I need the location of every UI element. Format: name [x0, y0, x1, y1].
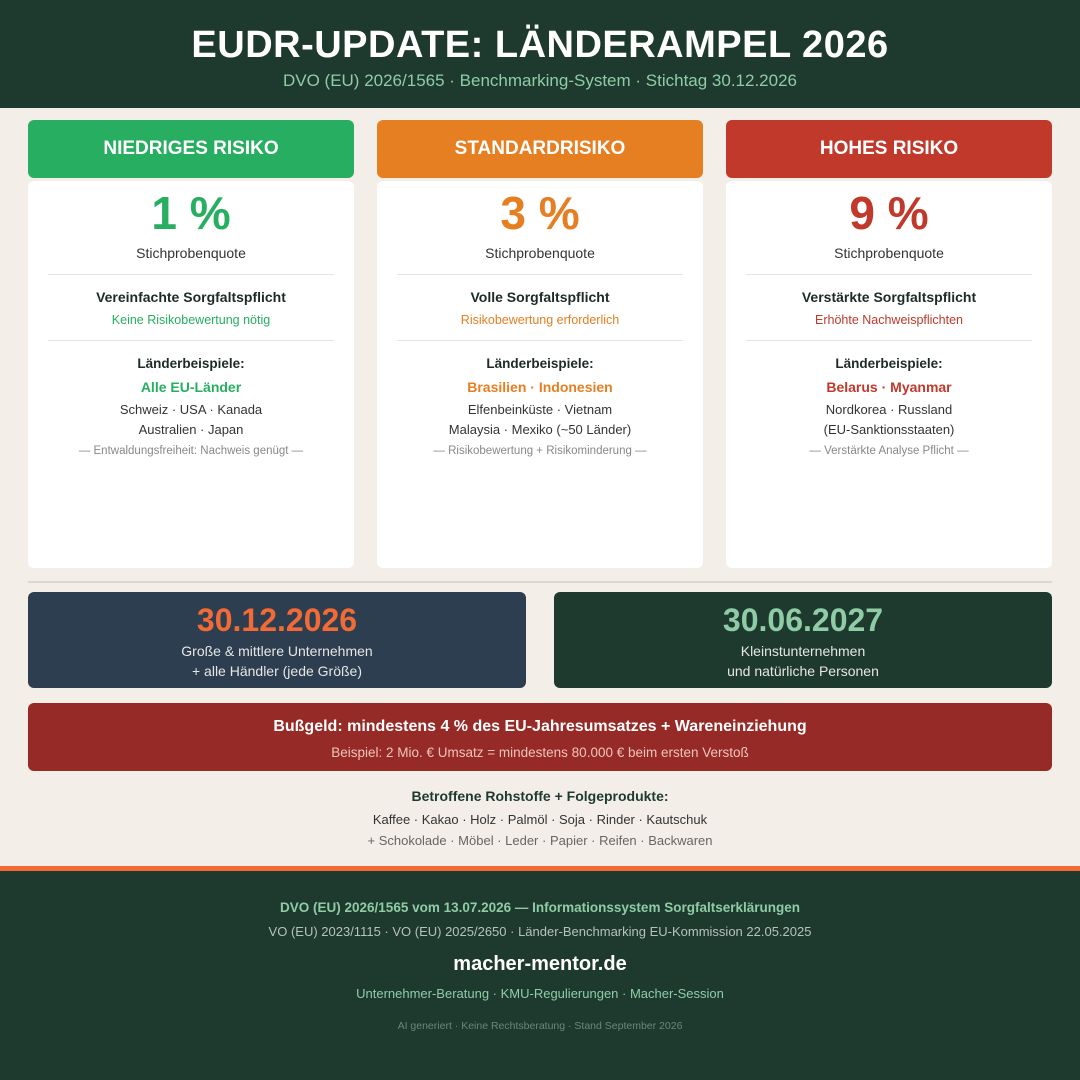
low-risk-examples-line2: Australien · Japan	[138, 422, 244, 437]
footer-source: DVO (EU) 2026/1565 vom 13.07.2026 — Informationssystem Sorgfaltserklärungen	[280, 900, 800, 915]
standard-risk-rate: 3 %	[500, 187, 580, 239]
low-risk-examples-title: Länderbeispiele:	[137, 356, 245, 371]
footer-services: Unternehmer-Beratung · KMU-Regulierungen · Macher-Session	[356, 986, 724, 1001]
high-risk-examples-title: Länderbeispiele:	[835, 356, 943, 371]
high-risk-heading: HOHES RISIKO	[726, 120, 1052, 178]
divider	[48, 340, 334, 341]
standard-risk-examples-main: Brasilien · Indonesien	[467, 379, 613, 395]
low-risk-rate: 1 %	[151, 187, 231, 239]
fine-banner	[28, 703, 1052, 771]
standard-risk-card	[377, 181, 703, 568]
high-risk-rate: 9 %	[849, 187, 929, 239]
high-risk-card	[726, 181, 1052, 568]
fine-title: Bußgeld: mindestens 4 % des EU-Jahresumsatzes + Wareneinziehung	[273, 718, 807, 735]
high-risk-duty: Verstärkte Sorgfaltspflicht	[801, 289, 977, 305]
commodities-list: Kaffee · Kakao · Holz · Palmöl · Soja · Rinder · Kautschuk	[372, 812, 708, 827]
divider	[746, 340, 1032, 341]
low-risk-heading: NIEDRIGES RISIKO	[28, 120, 354, 178]
low-risk-duty-note: Keine Risikobewertung nötig	[111, 313, 271, 327]
standard-risk-examples-line1: Elfenbeinküste · Vietnam	[467, 402, 613, 417]
standard-risk-note: — Risikobewertung + Risikominderung —	[433, 445, 647, 457]
derived-products-list: + Schokolade · Möbel · Leder · Papier · Reifen · Backwaren	[367, 833, 713, 848]
footer-disclaimer: AI generiert · Keine Rechtsberatung · Stand September 2026	[397, 1020, 683, 1032]
divider	[746, 274, 1032, 275]
deadline-description-line1: Große & mittlere Unternehmen	[181, 643, 373, 659]
standard-risk-heading: STANDARDRISIKO	[377, 120, 703, 178]
commodities-title: Betroffene Rohstoffe + Folgeprodukte:	[411, 788, 669, 804]
low-risk-note: — Entwaldungsfreiheit: Nachweis genügt —	[78, 445, 304, 457]
section-divider	[28, 581, 1052, 583]
divider	[397, 274, 683, 275]
deadline-description-line2: und natürliche Personen	[727, 663, 879, 679]
high-risk-rate-label: Stichprobenquote	[834, 245, 944, 261]
page-subtitle: DVO (EU) 2026/1565 · Benchmarking-System · Stichtag 30.12.2026	[282, 71, 798, 90]
deadline-date: 30.06.2027	[722, 602, 884, 638]
commodities-section	[0, 788, 1080, 848]
standard-risk-examples-line2: Malaysia · Mexiko (~50 Länder)	[448, 422, 632, 437]
standard-risk-duty: Volle Sorgfaltspflicht	[470, 289, 610, 305]
low-risk-examples-main: Alle EU-Länder	[140, 379, 242, 395]
low-risk-examples-line1: Schweiz · USA · Kanada	[119, 402, 263, 417]
page-header	[0, 0, 1080, 108]
high-risk-examples-line2: (EU-Sanktionsstaaten)	[823, 422, 955, 437]
low-risk-rate-label: Stichprobenquote	[136, 245, 246, 261]
low-risk-card	[28, 181, 354, 568]
standard-risk-duty-note: Risikobewertung erforderlich	[460, 313, 620, 327]
divider	[397, 340, 683, 341]
page-footer	[0, 871, 1080, 1080]
divider	[48, 274, 334, 275]
high-risk-note: — Verstärkte Analyse Pflicht —	[809, 445, 969, 457]
high-risk-duty-note: Erhöhte Nachweispflichten	[815, 313, 963, 327]
deadline-box-micro-companies	[554, 592, 1052, 688]
low-risk-duty: Vereinfachte Sorgfaltspflicht	[96, 289, 286, 305]
high-risk-examples-main: Belarus · Myanmar	[826, 379, 952, 395]
high-risk-examples-line1: Nordkorea · Russland	[825, 402, 953, 417]
standard-risk-examples-title: Länderbeispiele:	[486, 356, 594, 371]
deadline-description-line2: + alle Händler (jede Größe)	[191, 663, 363, 679]
standard-risk-rate-label: Stichprobenquote	[485, 245, 595, 261]
page-title: EUDR-UPDATE: LÄNDERAMPEL 2026	[191, 24, 889, 66]
fine-example: Beispiel: 2 Mio. € Umsatz = mindestens 80.000 € beim ersten Verstoß	[331, 745, 749, 760]
footer-site-link[interactable]: macher-mentor.de	[453, 953, 627, 975]
deadline-date: 30.12.2026	[196, 602, 358, 638]
deadline-description-line1: Kleinstunternehmen	[740, 643, 866, 659]
footer-references: VO (EU) 2023/1115 · VO (EU) 2025/2650 · Länder-Benchmarking EU-Kommission 22.05.2025	[268, 924, 812, 939]
deadline-box-large-companies	[28, 592, 526, 688]
